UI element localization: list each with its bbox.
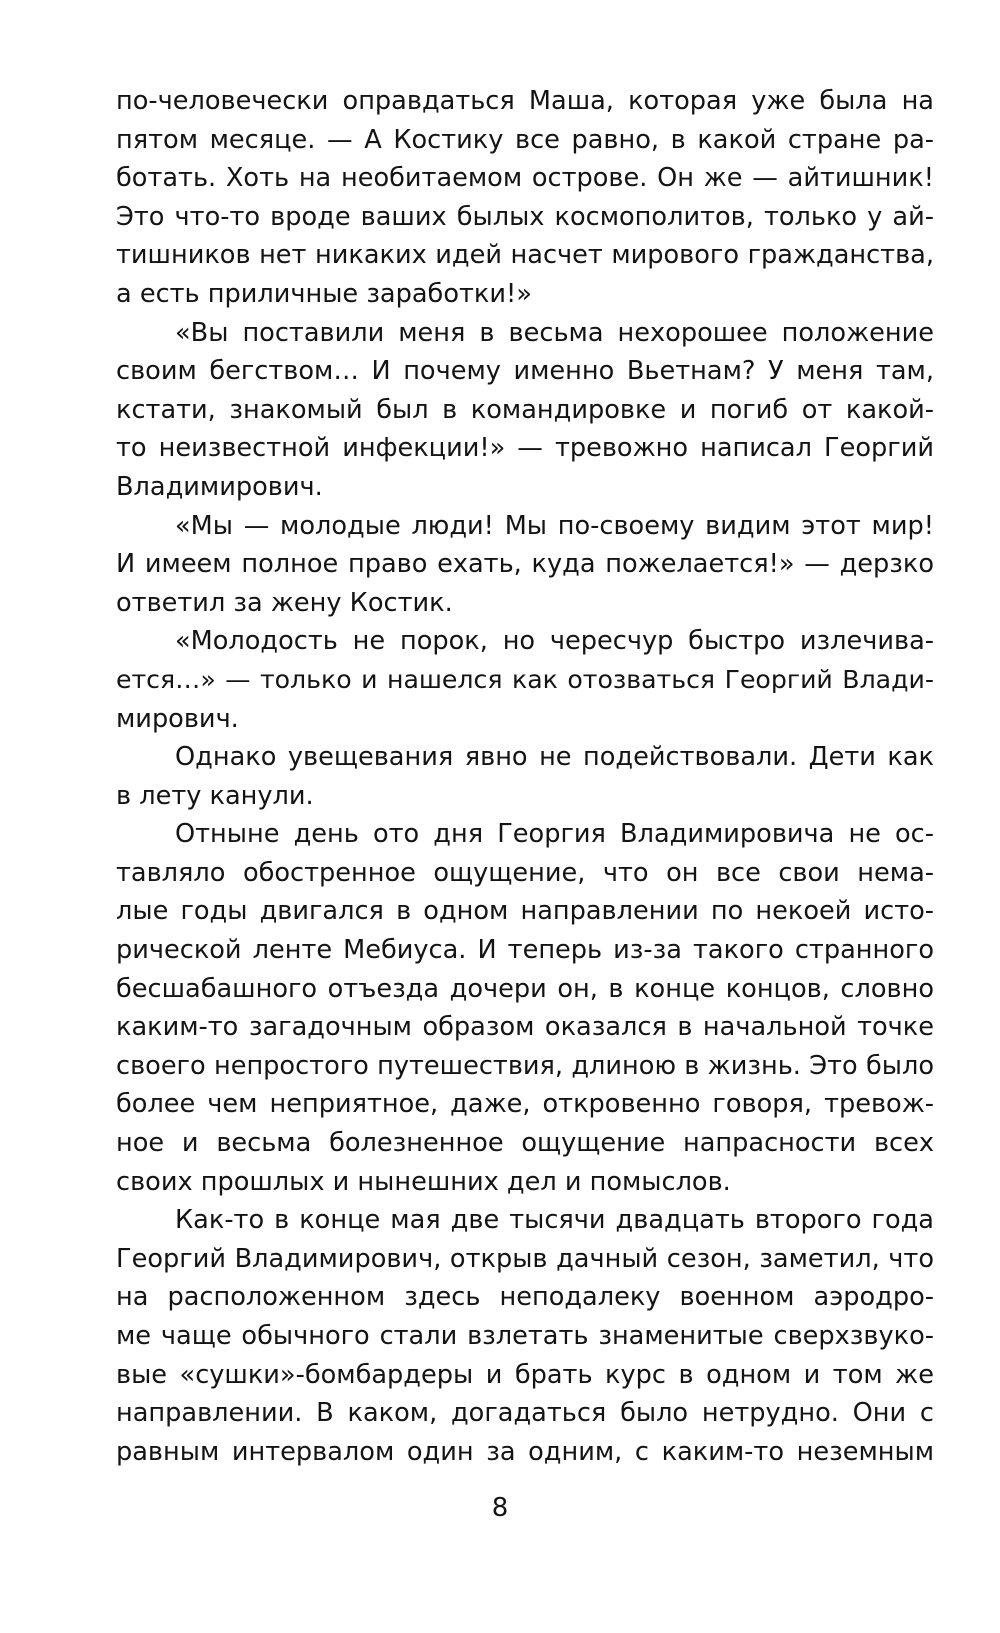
text-line: на расположенном здесь неподалеку военном аэродро- xyxy=(116,1282,934,1313)
text-line: своим бегством… И почему именно Вьетнам? У меня там, xyxy=(116,356,934,387)
text-line: Георгий Владимирович, открыв дачный сезон, заметил, что xyxy=(116,1243,934,1274)
text-line: лые годы двигался в одном направлении по некоей исто- xyxy=(116,896,934,927)
text-line: направлении. В каком, догадаться было нетрудно. Они с xyxy=(116,1398,934,1429)
paragraph-start: Однако увещевания явно не подействовали. Дети как xyxy=(175,742,934,773)
text-line: своих прошлых и нынешних дел и помыслов. xyxy=(116,1166,731,1197)
text-line: а есть приличные заработки!» xyxy=(116,278,532,309)
paragraph-start: «Вы поставили меня в весьма нехорошее положение xyxy=(175,317,934,348)
text-line: тишников нет никаких идей насчет мирового гражданства, xyxy=(116,240,934,271)
text-line: по-человечески оправдаться Маша, которая уже была на xyxy=(116,86,934,116)
text-line: И имеем полное право ехать, куда пожелается!» — дерзко xyxy=(116,549,934,580)
text-line: мирович. xyxy=(116,703,239,734)
text-line: ответил за жену Костик. xyxy=(116,587,453,618)
text-line: ме чаще обычного стали взлетать знаменитые сверхзвуко- xyxy=(116,1321,934,1351)
text-line: в лету канули. xyxy=(116,780,314,811)
text-line: равным интервалом один за одним, с каким-то неземным xyxy=(116,1436,934,1467)
text-line: кстати, знакомый был в командировке и погиб от какой- xyxy=(116,394,934,425)
body-text xyxy=(116,82,934,1471)
text-line: пятом месяце. — А Костику все равно, в какой стране ра- xyxy=(116,124,934,155)
text-line: рической ленте Мебиуса. И теперь из-за такого странного xyxy=(116,935,934,966)
text-line: ется…» — только и нашелся как отозваться Георгий Влади- xyxy=(116,664,934,694)
text-line: каким-то загадочным образом оказался в начальной точке xyxy=(116,1012,934,1043)
text-line: Владимирович. xyxy=(116,471,323,502)
page-number: 8 xyxy=(491,1493,509,1523)
text-line: то неизвестной инфекции!» — тревожно написал Георгий xyxy=(116,433,934,464)
text-line: более чем неприятное, даже, откровенно говоря, тревож- xyxy=(116,1089,934,1120)
text-line: ное и весьма болезненное ощущение напрасности всех xyxy=(116,1128,934,1159)
paragraph-start: Отныне день ото дня Георгия Владимировича не ос- xyxy=(175,819,934,850)
text-line: ботать. Хоть на необитаемом острове. Он же — айтишник! xyxy=(116,163,934,194)
paragraph-start: «Мы — молодые люди! Мы по-своему видим этот мир! xyxy=(175,510,934,541)
text-line: Это что-то вроде ваших былых космополитов, только у ай- xyxy=(116,201,934,232)
text-line: своего непростого путешествия, длиною в жизнь. Это было xyxy=(116,1050,934,1081)
paragraph-start: Как-то в конце мая две тысячи двадцать второго года xyxy=(175,1205,934,1236)
text-line: вые «сушки»-бомбардеры и брать курс в одном и том же xyxy=(116,1359,934,1390)
paragraph-start: «Молодость не порок, но чересчур быстро излечива- xyxy=(175,626,934,657)
text-line: бесшабашного отъезда дочери он, в конце концов, словно xyxy=(116,973,934,1004)
text-line: тавляло обостренное ощущение, что он все свои нема- xyxy=(116,857,934,888)
